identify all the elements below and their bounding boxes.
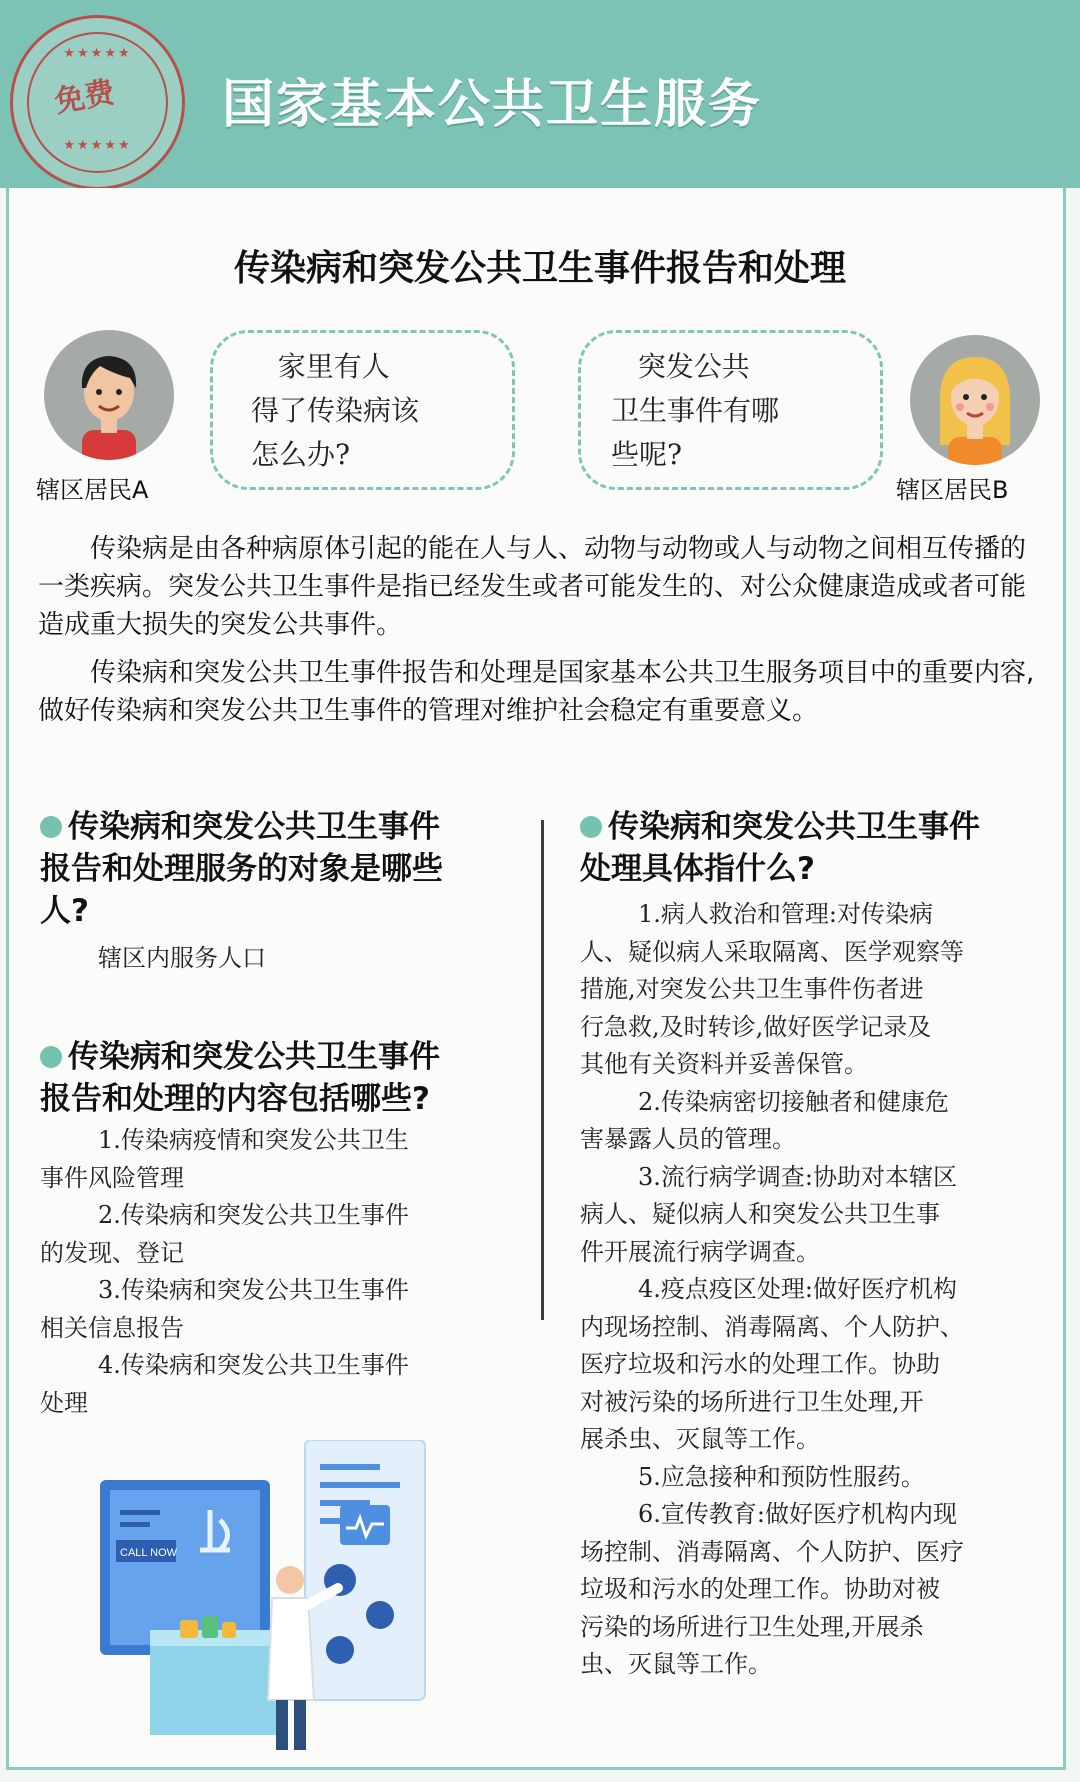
list-item: 的发现、登记: [40, 1238, 184, 1267]
list-item: 内现场控制、消毒隔离、个人防护、: [580, 1312, 964, 1341]
list-item: 1.病人救治和管理:对传染病: [638, 900, 933, 928]
lab-illustration: [100, 1440, 480, 1770]
intro-paragraph-1: 传染病是由各种病原体引起的能在人与人、动物与动物或人与动物之间相互传播的一类疾病。突发公共卫生事件是指已经发生或者可能发生的、对公众健康造成或者可能造成重大损失的突发公共事件。: [38, 534, 1027, 640]
heading-line: 传染病和突发公共卫生事件: [608, 809, 980, 845]
bullet-dot: [40, 816, 62, 838]
list-item: 相关信息报告: [40, 1313, 184, 1342]
heading-line: 人?: [40, 893, 89, 929]
call-now-text: CALL NOW: [120, 1547, 178, 1559]
list-item: 3.传染病和突发公共卫生事件: [98, 1276, 409, 1304]
list-item: 对被污染的场所进行卫生处理,开: [580, 1387, 924, 1416]
heading-line: 报告和处理的内容包括哪些?: [40, 1081, 430, 1117]
resident-a-avatar: [44, 330, 174, 460]
list-item: 虫、灭鼠等工作。: [580, 1650, 772, 1678]
right-body: [580, 896, 1050, 1684]
left-q2-heading: [40, 1036, 520, 1120]
resident-a-question-bubble: [210, 330, 515, 490]
list-item: 2.传染病和突发公共卫生事件: [98, 1201, 409, 1229]
list-item: 医疗垃圾和污水的处理工作。协助: [580, 1350, 940, 1378]
list-item: 3.流行病学调查:协助对本辖区: [638, 1162, 957, 1191]
list-item: 污染的场所进行卫生处理,开展杀: [580, 1612, 924, 1641]
question-line: 些呢?: [611, 438, 683, 471]
list-item: 措施,对突发公共卫生事件伤者进: [580, 975, 924, 1003]
heading-line: 传染病和突发公共卫生事件: [68, 1039, 440, 1075]
question-line: 得了传染病该: [251, 394, 420, 427]
list-item: 处理: [40, 1388, 88, 1417]
stamp-stars-top: ★★★★★: [63, 46, 132, 61]
heading-line: 传染病和突发公共卫生事件: [68, 809, 440, 845]
left-q1-body: 辖区内服务人口: [98, 944, 266, 972]
bullet-dot: [580, 816, 602, 838]
question-line: 家里有人: [251, 350, 390, 383]
resident-b-avatar: [910, 335, 1040, 465]
heading-line: 处理具体指什么?: [580, 851, 815, 887]
list-item: 垃圾和污水的处理工作。协助对被: [580, 1575, 940, 1603]
question-line: 卫生事件有哪: [611, 394, 780, 427]
subtitle: 传染病和突发公共卫生事件报告和处理: [233, 248, 846, 289]
list-item: 展杀虫、灭鼠等工作。: [580, 1425, 820, 1453]
column-divider: [541, 820, 544, 1320]
stamp-label: 免费: [52, 75, 118, 120]
page-title: 国家基本公共卫生服务: [222, 75, 763, 135]
list-item: 4.传染病和突发公共卫生事件: [98, 1351, 409, 1379]
stamp-stars-bottom: ★★★★★: [63, 138, 132, 153]
bullet-dot: [40, 1046, 62, 1068]
left-q2-body: [40, 1122, 520, 1422]
question-line: 突发公共: [611, 350, 750, 383]
list-item: 件开展流行病学调查。: [580, 1237, 820, 1266]
resident-b-question-bubble: [578, 330, 883, 490]
left-q1-heading: [40, 806, 520, 932]
list-item: 行急救,及时转诊,做好医学记录及: [580, 1012, 932, 1041]
resident-b-label: 辖区居民B: [896, 476, 1009, 504]
free-stamp: [10, 15, 185, 190]
list-item: 1.传染病疫情和突发公共卫生: [98, 1126, 409, 1154]
list-item: 害暴露人员的管理。: [580, 1125, 796, 1153]
question-line: 怎么办?: [251, 438, 351, 471]
heading-line: 报告和处理服务的对象是哪些: [40, 851, 443, 887]
list-item: 5.应急接种和预防性服药。: [638, 1462, 925, 1491]
list-item: 场控制、消毒隔离、个人防护、医疗: [580, 1537, 964, 1566]
header-banner: [0, 0, 1080, 188]
list-item: 事件风险管理: [40, 1163, 184, 1192]
resident-a-label: 辖区居民A: [36, 476, 149, 504]
right-heading: [580, 806, 1050, 890]
list-item: 人、疑似病人采取隔离、医学观察等: [580, 937, 964, 966]
list-item: 其他有关资料并妥善保管。: [580, 1050, 868, 1078]
intro-paragraph-2: 传染病和突发公共卫生事件报告和处理是国家基本公共卫生服务项目中的重要内容,做好传染病和突发公共卫生事件的管理对维护社会稳定有重要意义。: [38, 658, 1035, 726]
list-item: 2.传染病密切接触者和健康危: [638, 1087, 949, 1116]
list-item: 4.疫点疫区处理:做好医疗机构: [638, 1275, 957, 1303]
list-item: 6.宣传教育:做好医疗机构内现: [638, 1500, 957, 1528]
list-item: 病人、疑似病人和突发公共卫生事: [580, 1200, 940, 1228]
